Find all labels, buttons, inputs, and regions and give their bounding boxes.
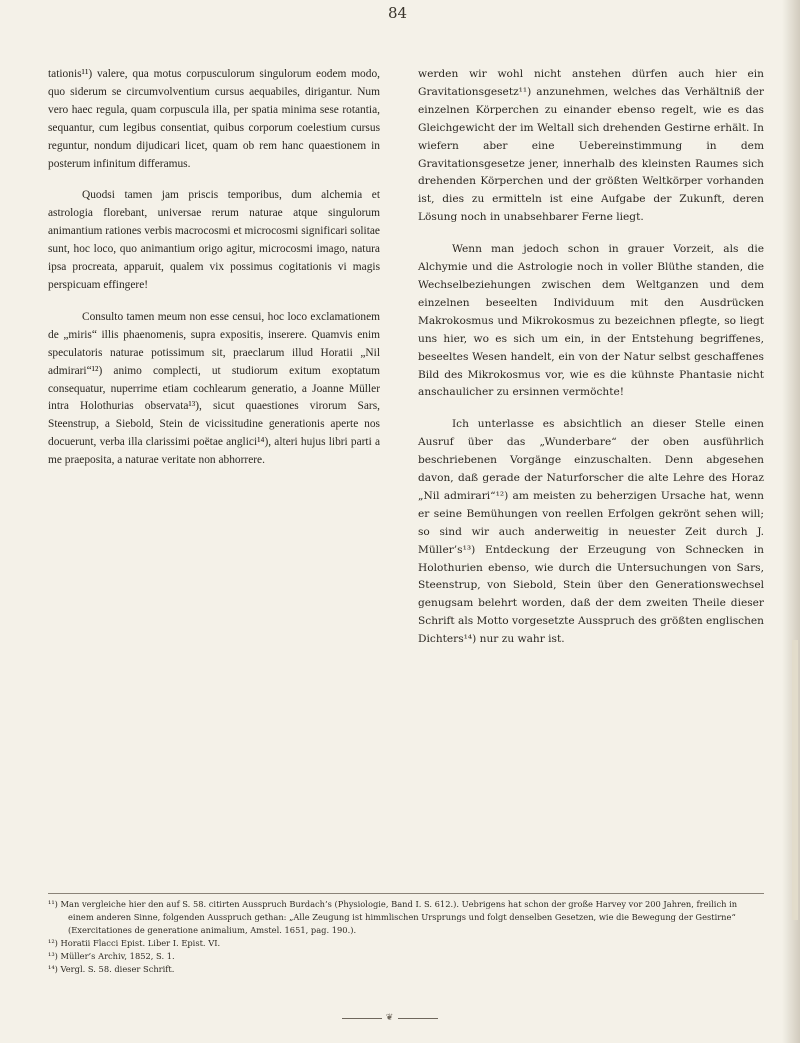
footnote-separator [48, 893, 764, 894]
latin-paragraph: Consulto tamen meum non esse censui, hoc loco exclamationem de „miris“ illis phaenomenis, supra expositis, inserere. Quamvis enim speculatoris naturae potissimum sit, praeclarum illud Horatii „Nil admirari“¹²) animo complecti, ut studiorum exitum exoptatum consequatur, nuperrime etiam cochlearum generatio, a Joanne Müller intra Holothurias observata¹³), sicut quaestiones virorum Sars, Steenstrup, a Siebold, Stein de vicissitudine generationis aperte nos docuerunt, verba illa clarissimi poëtae anglici¹⁴), alteri hujus libri parti a me praeposita, a naturae veritate non abhorrere. [48, 310, 380, 467]
latin-column [48, 66, 380, 484]
german-paragraph: Ich unterlasse es absichtlich an dieser Stelle einen Ausruf über das „Wunderbare“ der oben ausführlich beschriebenen Vorgänge einzuschalten. Denn abgesehen davon, daß gerade der Naturforscher die alte Lehre des Horaz „Nil admirari“¹²) am meisten zu beherzigen Ursache hat, wenn er seine Bemühungen von reellen Erfolgen gekrönt sehen will; so sind wir auch anderweitig in neuester Zeit durch J. Müller’s¹³) Entdeckung der Erzeugung von Schnecken in Holothurien ebenso, wie durch die Untersuchungen von Sars, Steenstrup, von Siebold, Stein über den Generationswechsel genugsam belehrt worden, daß der dem zweiten Theile dieser Schrift als Motto vorgesetzte Ausspruch des größten englischen Dichters¹⁴) nur zu wahr ist. [418, 418, 764, 646]
ornament-divider [330, 1013, 450, 1023]
footnote: ¹³) Müller’s Archiv, 1852, S. 1. [48, 951, 175, 961]
page-number: 84 [388, 4, 408, 22]
footnote: ¹¹) Man vergleiche hier den auf S. 58. citirten Ausspruch Burdach’s (Physiologie, Band I. S. 612.). Uebrigens hat schon der große Harvey vor 200 Jahren, freilich in einem anderen Sinne, folgenden Ausspruch gethan: „Alle Zeugung ist himmlischen Ursprungs und folgt denselben Gesetzen, wie die Bewegung der Gestirne“ (Exercitationes de generatione animalium, Amstel. 1651, pag. 190.). [48, 899, 738, 935]
german-column [418, 66, 764, 663]
latin-paragraph: Quodsi tamen jam priscis temporibus, dum alchemia et astrologia florebant, universae rerum naturae atque singulorum animantium rationes verbis macrocosmi et microcosmi significari solitae sunt, hoc loco, quo animantium origo agitur, microcosmi imago, natura ipsa procreata, apparuit, qualem vix possimus cogitationis vi magis perspicuam effingere! [48, 189, 380, 291]
page-edge-tab [792, 640, 798, 920]
latin-paragraph: tationis¹¹) valere, qua motus corpusculorum singulorum eodem modo, quo siderum se circumvolventium cursus aequabiles, dirigantur. Num vero haec regula, quam corpuscula illa, per spatia minima sese rotantia, sequantur, cum legibus consentiat, quibus corporum coelestium cursus reguntur, nondum dijudicari licet, quam ob rem hanc quaestionem in posterum infinitum differamus. [48, 68, 380, 170]
german-paragraph: werden wir wohl nicht anstehen dürfen auch hier ein Gravitationsgesetz¹¹) anzunehmen, welches das Verhältniß der einzelnen Körperchen zu einander ebenso regelt, wie es das Gleichgewicht der im Weltall sich drehenden Gestirne erhält. In wiefern aber eine Uebereinstimmung in dem Gravitationsgesetze jener, innerhalb des kleinsten Raumes sich drehenden Körperchen und der größten Weltkörper vorhanden ist, dies zu ermitteln ist eine Aufgabe der Zukunft, deren Lösung noch in unabsehbarer Ferne liegt. [418, 68, 764, 224]
ornament-line [398, 1018, 438, 1019]
footnote: ¹²) Horatii Flacci Epist. Liber I. Epist. VI. [48, 938, 221, 948]
ornament-glyph: ❦ [385, 1013, 395, 1023]
footnotes [48, 898, 764, 976]
footnote: ¹⁴) Vergl. S. 58. dieser Schrift. [48, 964, 175, 974]
ornament-line [342, 1018, 382, 1019]
german-paragraph: Wenn man jedoch schon in grauer Vorzeit, als die Alchymie und die Astrologie noch in voller Blüthe standen, die Wechselbeziehungen zwischen dem Weltganzen und dem einzelnen beseelten Individuum mit den Ausdrücken Makrokosmus und Mikrokosmus zu bezeichnen pflegte, so liegt uns hier, wo es sich um ein, in der Entstehung begriffenes, beseeltes Wesen handelt, ein von der Natur selbst geschaffenes Bild des Mikrokosmus vor, wie es die kühnste Phantasie nicht anschaulicher zu ersinnen vermöchte! [418, 243, 764, 399]
